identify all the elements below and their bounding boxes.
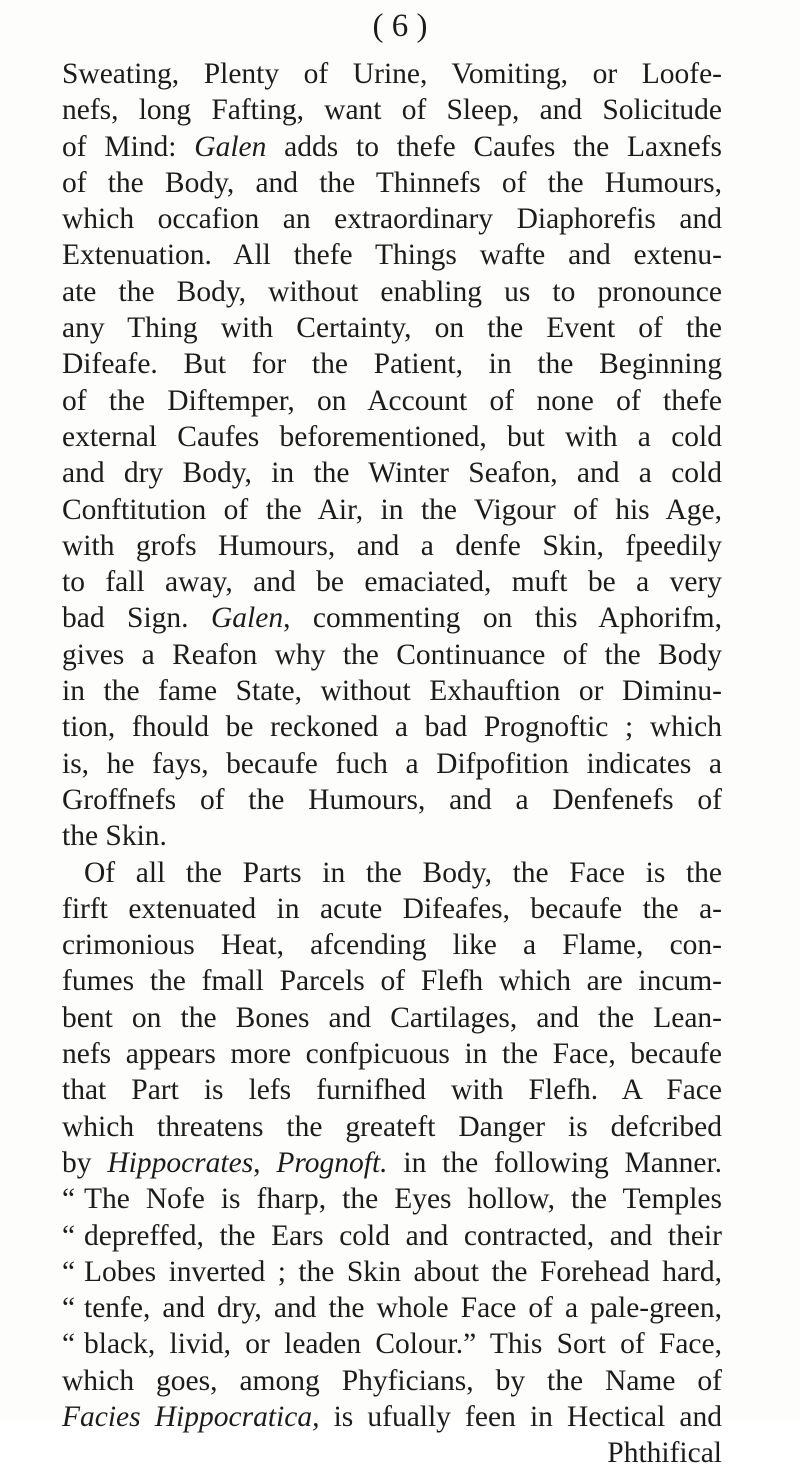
- author-galen: Galen: [211, 602, 284, 635]
- quote-mark: “: [62, 1328, 76, 1361]
- text-line-22: the Skin.: [62, 820, 167, 853]
- text-line-27: bent on the Bones and Cartilages, and the Lean-: [62, 1001, 722, 1034]
- text-line-38: Facies Hippocratica, is ufually feen in Hectical and: [62, 1400, 722, 1433]
- text-line-4: of the Body, and the Thinnefs of the Humours,: [62, 166, 722, 199]
- text-line-34: “ Lobes inverted ; the Skin about the Forehead hard,: [62, 1254, 722, 1290]
- text-line-37: which goes, among Phyficians, by the Name of: [62, 1364, 722, 1397]
- text-line-2: nefs, long Fafting, want of Sleep, and Solicitude: [62, 94, 722, 127]
- text-line-6: Extenuation. All thefe Things wafte and extenu-: [62, 239, 722, 272]
- page-number: ( 6 ): [372, 8, 428, 44]
- text-line-11: external Caufes beforementioned, but with a cold: [62, 420, 722, 453]
- text-line-19: tion, fhould be reckoned a bad Prognoftic ; which: [62, 711, 722, 744]
- text-line-35: “ tenfe, and dry, and the whole Face of a pale-green,: [62, 1290, 722, 1326]
- catchword: Phthifical: [607, 1437, 722, 1470]
- quote-mark: “: [62, 1292, 76, 1325]
- text-line-13: Conftitution of the Air, in the Vigour of his Age,: [62, 493, 722, 526]
- text-line-16: bad Sign. Galen, commenting on this Aphorifm,: [62, 602, 722, 635]
- text-line-17: gives a Reafon why the Continuance of the Body: [62, 638, 722, 671]
- text-line-33: “ depreffed, the Ears cold and contracted, and their: [62, 1218, 722, 1254]
- text-line-7: ate the Body, without enabling us to pronounce: [62, 275, 722, 308]
- text-line-36: “ black, livid, or leaden Colour.” This Sort of Face,: [62, 1326, 722, 1362]
- text-line-30: which threatens the greateft Danger is defcribed: [62, 1110, 722, 1143]
- text-line-3: of Mind: Galen adds to thefe Caufes the Laxnefs: [62, 130, 722, 163]
- text-line-15: to fall away, and be emaciated, muft be a very: [62, 566, 722, 599]
- text-line-32: “ The Nofe is fharp, the Eyes hollow, the Temples: [62, 1181, 722, 1217]
- text-line-21: Groffnefs of the Humours, and a Denfenefs of: [62, 783, 722, 816]
- text-line-28: nefs appears more confpicuous in the Face, becaufe: [62, 1038, 722, 1071]
- text-line-31: by Hippocrates, Prognoft. in the following Manner.: [62, 1146, 723, 1179]
- quote-mark: “: [62, 1255, 76, 1288]
- author-hippocrates: Hippocrates: [107, 1146, 254, 1179]
- text-line-18: in the fame State, without Exhauftion or Diminu-: [62, 675, 722, 708]
- quote-mark: “: [62, 1219, 76, 1252]
- text-line-10: of the Diftemper, on Account of none of thefe: [62, 384, 722, 417]
- text-line-9: Difeafe. But for the Patient, in the Beginning: [62, 348, 722, 381]
- text-line-25: crimonious Heat, afcending like a Flame, con-: [62, 929, 722, 962]
- text-line-26: fumes the fmall Parcels of Flefh which are incum-: [62, 965, 722, 998]
- text-line-1: Sweating, Plenty of Urine, Vomiting, or Loofe-: [62, 58, 722, 90]
- text-line-24: firft extenuated in acute Difeafes, becaufe the a-: [62, 892, 722, 925]
- body-text: [62, 56, 722, 1472]
- text-line-23: Of all the Parts in the Body, the Face is the: [84, 856, 722, 889]
- text-line-14: with grofs Humours, and a denfe Skin, fpeedily: [62, 529, 722, 562]
- term-facies-hippocratica: Facies Hippocratica,: [62, 1400, 320, 1433]
- quote-mark: “: [62, 1183, 76, 1216]
- text-line-20: is, he fays, becaufe fuch a Difpofition indicates a: [62, 747, 722, 780]
- author-galen: Galen: [194, 130, 267, 163]
- text-line-8: any Thing with Certainty, on the Event of the: [62, 312, 722, 345]
- text-line-5: which occafion an extraordinary Diaphorefis and: [62, 203, 722, 236]
- text-line-29: that Part is lefs furnifhed with Flefh. A Face: [62, 1074, 722, 1107]
- work-prognost: Prognoft.: [276, 1146, 388, 1179]
- text-line-12: and dry Body, in the Winter Seafon, and a cold: [62, 457, 722, 490]
